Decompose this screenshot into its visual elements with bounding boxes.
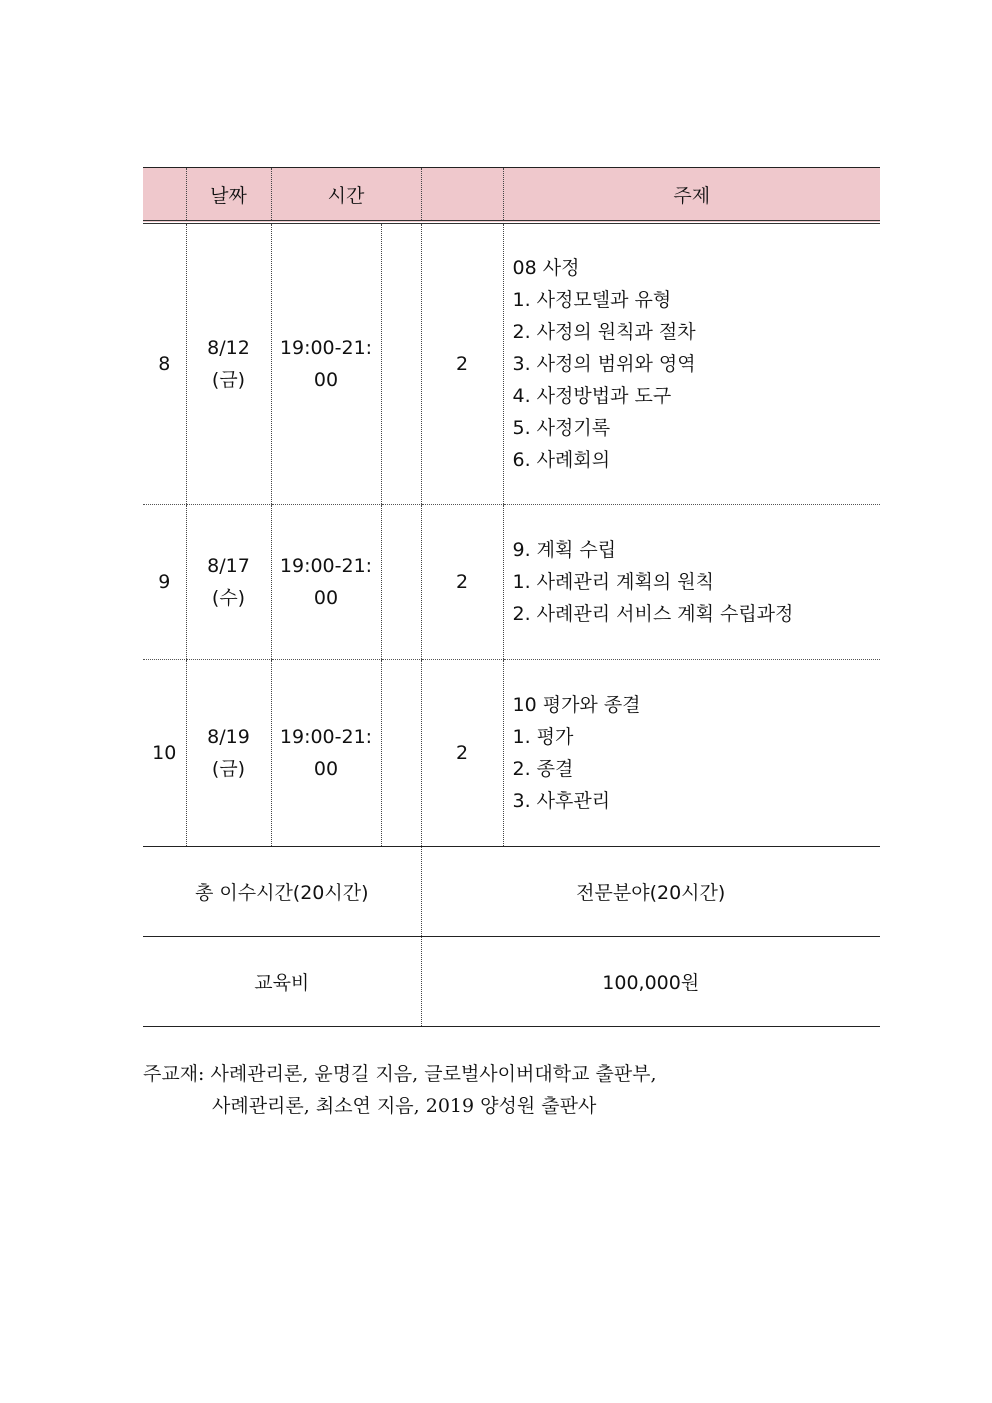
total-hours-value: 전문분야(20시간) [421, 846, 880, 936]
session-time [271, 504, 381, 659]
topic-line: 1. 사정모델과 유형 [512, 288, 672, 311]
session-date-value: 8/12 [207, 336, 250, 359]
session-row [143, 659, 880, 846]
header-time: 시간 [271, 168, 421, 223]
topic-line: 1. 평가 [512, 725, 574, 748]
tuition-fee-row [143, 936, 880, 1026]
session-blank-cell [381, 659, 421, 846]
session-time-line1: 19:00-21: [279, 336, 373, 359]
header-date: 날짜 [186, 168, 271, 223]
session-date [186, 222, 271, 504]
session-weekday: (금) [211, 757, 246, 780]
session-no: 10 [143, 659, 186, 846]
session-date [186, 659, 271, 846]
session-time [271, 659, 381, 846]
header-no [143, 168, 186, 223]
textbook-note [143, 1058, 657, 1122]
topic-line: 9. 계획 수립 [512, 538, 617, 561]
schedule-table-container [143, 167, 880, 1027]
header-topic: 주제 [503, 168, 880, 223]
topic-line: 2. 종결 [512, 757, 574, 780]
session-row [143, 504, 880, 659]
topic-line: 4. 사정방법과 도구 [512, 384, 672, 407]
topic-line: 3. 사후관리 [512, 789, 611, 812]
session-no: 9 [143, 504, 186, 659]
session-time-line1: 19:00-21: [279, 725, 373, 748]
tuition-fee-value: 100,000원 [421, 936, 880, 1026]
tuition-fee-label: 교육비 [143, 936, 421, 1026]
session-time [271, 222, 381, 504]
session-date [186, 504, 271, 659]
session-hours: 2 [421, 222, 503, 504]
topic-line: 2. 사례관리 서비스 계획 수립과정 [512, 602, 794, 625]
session-hours: 2 [421, 504, 503, 659]
topic-line: 6. 사례회의 [512, 448, 611, 471]
session-blank-cell [381, 222, 421, 504]
session-blank-cell [381, 504, 421, 659]
session-time-line2: 00 [313, 757, 339, 780]
session-date-value: 8/19 [207, 725, 250, 748]
topic-line: 08 사정 [512, 256, 580, 279]
textbook-line2: 사례관리론, 최소연 지음, 2019 양성원 출판사 [212, 1095, 597, 1117]
session-no: 8 [143, 222, 186, 504]
session-time-line2: 00 [313, 368, 339, 391]
session-time-line2: 00 [313, 586, 339, 609]
total-hours-row [143, 846, 880, 936]
session-time-line1: 19:00-21: [279, 554, 373, 577]
header-hours [421, 168, 503, 223]
total-hours-label: 총 이수시간(20시간) [143, 846, 421, 936]
topic-line: 2. 사정의 원칙과 절차 [512, 320, 696, 343]
session-topics [503, 659, 880, 846]
session-topics [503, 504, 880, 659]
topic-line: 5. 사정기록 [512, 416, 611, 439]
table-header-row [143, 168, 880, 223]
session-date-value: 8/17 [207, 554, 250, 577]
topic-line: 1. 사례관리 계획의 원칙 [512, 570, 714, 593]
textbook-line1: 주교재: 사례관리론, 윤명길 지음, 글로벌사이버대학교 출판부, [143, 1063, 657, 1085]
session-hours: 2 [421, 659, 503, 846]
topic-line: 3. 사정의 범위와 영역 [512, 352, 696, 375]
schedule-table [143, 167, 880, 1027]
topic-line: 10 평가와 종결 [512, 693, 641, 716]
session-weekday: (수) [211, 586, 246, 609]
session-weekday: (금) [211, 368, 246, 391]
session-topics [503, 222, 880, 504]
session-row [143, 222, 880, 504]
